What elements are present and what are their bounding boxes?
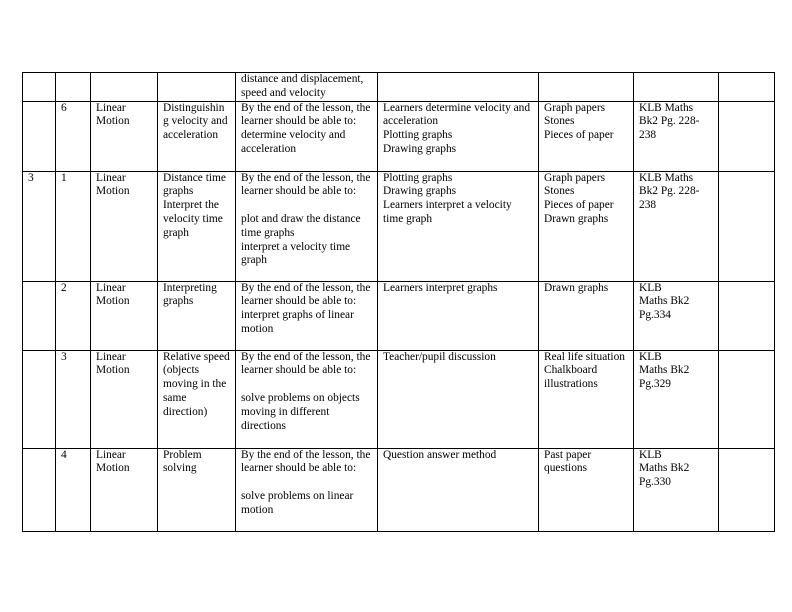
objectives-line: By the end of the lesson, the learner should be able to: — [241, 171, 371, 198]
resources-line: Graph papers — [544, 101, 606, 114]
objectives-cell — [236, 101, 378, 171]
subtopic-cell: Distance time graphs Interpret the velocity time graph — [158, 171, 236, 281]
subtopic-cell: Problem solving — [158, 448, 236, 531]
week-cell — [23, 350, 56, 448]
scheme-of-work-table — [22, 72, 775, 532]
activities-line: Plotting graphs — [383, 171, 453, 184]
resources-line: Pieces of paper — [544, 129, 614, 142]
resources-cell — [539, 350, 634, 448]
resources-line: Drawn graphs — [544, 281, 609, 294]
activities-cell — [378, 73, 539, 102]
references-cell — [634, 73, 719, 102]
resources-cell — [539, 73, 634, 102]
objectives-line: interpret a velocity time graph — [241, 240, 351, 267]
topic-cell: Linear Motion — [91, 448, 158, 531]
references-cell — [634, 350, 719, 448]
lesson-cell: 3 — [56, 350, 91, 448]
week-cell — [23, 101, 56, 171]
resources-line: Stones — [544, 185, 575, 198]
resources-cell — [539, 171, 634, 281]
references-line: Pg.330 — [639, 476, 671, 489]
activities-line: Drawing graphs — [383, 185, 457, 198]
objectives-cell — [236, 171, 378, 281]
table-row — [23, 73, 775, 102]
references-cell — [634, 101, 719, 171]
activities-cell — [378, 448, 539, 531]
lesson-cell — [56, 73, 91, 102]
remarks-cell — [719, 171, 775, 281]
topic-cell: Linear Motion — [91, 350, 158, 448]
references-line: KLB — [639, 350, 662, 363]
remarks-cell — [719, 350, 775, 448]
table-row — [23, 281, 775, 350]
references-cell — [634, 281, 719, 350]
activities-cell — [378, 281, 539, 350]
blank-line — [241, 199, 373, 213]
objectives-cell — [236, 448, 378, 531]
resources-cell — [539, 281, 634, 350]
table-row — [23, 448, 775, 531]
objectives-line: determine velocity and acceleration — [241, 129, 346, 155]
topic-cell: Linear Motion — [91, 101, 158, 171]
references-line: KLB Maths Bk2 Pg. 228-238 — [639, 171, 700, 212]
week-cell: 3 — [23, 171, 56, 281]
activities-line: Question answer method — [383, 448, 497, 461]
references-line: KLB — [639, 448, 662, 461]
table-row — [23, 350, 775, 448]
subtopic-cell: Relative speed (objects moving in the same direction) — [158, 350, 236, 448]
topic-cell — [91, 73, 158, 102]
objectives-line: By the end of the lesson, the learner should be able to: — [241, 350, 371, 377]
week-cell — [23, 448, 56, 531]
activities-line: Learners interpret graphs — [383, 281, 498, 294]
subtopic-cell: Interpreting graphs — [158, 281, 236, 350]
remarks-cell — [719, 448, 775, 531]
activities-line: Learners interpret a velocity time graph — [383, 199, 512, 225]
references-line: Maths Bk2 — [639, 462, 690, 475]
blank-line — [241, 378, 373, 392]
references-line: Maths Bk2 — [639, 295, 690, 308]
activities-cell — [378, 101, 539, 171]
remarks-cell — [719, 101, 775, 171]
references-line: Maths Bk2 — [639, 364, 690, 377]
references-line: KLB Maths Bk2 Pg. 228-238 — [639, 101, 700, 142]
resources-line: Graph papers — [544, 171, 606, 184]
topic-cell: Linear Motion — [91, 281, 158, 350]
objectives-line: solve problems on linear motion — [241, 489, 354, 516]
objectives-line: plot and draw the distance time graphs — [241, 212, 361, 239]
table-row — [23, 171, 775, 281]
objectives-line: By the end of the lesson, the learner should be able to: — [241, 101, 371, 128]
objectives-line: By the end of the lesson, the learner should be able to: — [241, 281, 371, 308]
objectives-cell — [236, 350, 378, 448]
resources-line: Real life situation — [544, 350, 625, 363]
remarks-cell — [719, 73, 775, 102]
week-cell — [23, 281, 56, 350]
references-line: Pg.334 — [639, 309, 671, 322]
lesson-cell: 1 — [56, 171, 91, 281]
objectives-cell — [236, 73, 378, 102]
references-line: KLB — [639, 281, 662, 294]
topic-cell: Linear Motion — [91, 171, 158, 281]
objectives-line: By the end of the lesson, the learner should be able to: — [241, 448, 371, 475]
resources-line: Past paper questions — [544, 448, 592, 475]
objectives-line: interpret graphs of linear motion — [241, 309, 354, 335]
references-cell — [634, 448, 719, 531]
lesson-cell: 6 — [56, 101, 91, 171]
resources-line: Stones — [544, 115, 575, 128]
resources-cell — [539, 101, 634, 171]
activities-line: Learners determine velocity and acceleration — [383, 101, 531, 128]
activities-line: Drawing graphs — [383, 142, 457, 155]
resources-line: Chalkboard illustrations — [544, 364, 598, 391]
subtopic-cell — [158, 73, 236, 102]
activities-cell — [378, 171, 539, 281]
lesson-cell: 2 — [56, 281, 91, 350]
subtopic-cell: Distinguishin g velocity and acceleration — [158, 101, 236, 171]
activities-line: Plotting graphs — [383, 129, 453, 142]
resources-cell — [539, 448, 634, 531]
references-cell — [634, 171, 719, 281]
week-cell — [23, 73, 56, 102]
table-body — [23, 73, 775, 532]
remarks-cell — [719, 281, 775, 350]
blank-line — [241, 476, 373, 490]
lesson-cell: 4 — [56, 448, 91, 531]
objectives-line: solve problems on objects moving in different directions — [241, 391, 360, 432]
table-row — [23, 101, 775, 171]
references-line: Pg.329 — [639, 378, 671, 391]
activities-cell — [378, 350, 539, 448]
resources-line: Drawn graphs — [544, 212, 609, 225]
resources-line: Pieces of paper — [544, 199, 614, 212]
objectives-line: distance and displacement, speed and velocity — [241, 73, 364, 99]
activities-line: Teacher/pupil discussion — [383, 350, 496, 363]
objectives-cell — [236, 281, 378, 350]
